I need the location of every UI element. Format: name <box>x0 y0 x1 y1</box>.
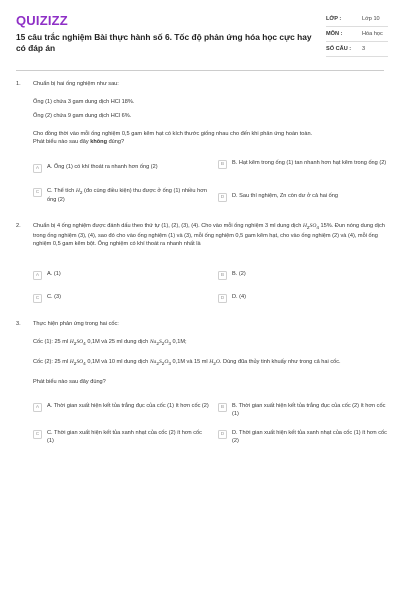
question-stem: Chuẩn bị hai ống nghiệm như sau: <box>33 81 119 87</box>
question-stem: Chuẩn bị 4 ống nghiệm được đánh dấu theo thứ tự (1), (2), (3), (4). Cho vào mỗi ống nghiệm 3 ml dung dịch $H_2SO_4$ 15%. Đun nóng dung dịch trong ống nghiệm (3), (4), sao đó cho vào ống nghiệm (1) và (3), mỗi ống nghiệm 0,5 gam kẽm hạt, cho vào ống nghiệm (2) và (4), mỗi ống nghiệm 0,5 gam kẽm bột. Ống nghiệm có khí thoát ra nhanh nhất là <box>33 223 385 248</box>
option-text: B. (2) <box>232 271 246 277</box>
option-letter-badge: A <box>33 164 42 173</box>
class-value: Lớp 10 <box>362 16 380 22</box>
option-b[interactable] <box>218 271 388 280</box>
option-letter-badge: C <box>33 430 42 439</box>
question-text-line: Ống (2) chứa 9 gam dung dịch HCl 6%. <box>33 113 132 119</box>
question-number: 2. <box>16 223 21 229</box>
option-letter-badge: D <box>218 430 227 439</box>
option-text: A. Thời gian xuất hiện kết tủa trắng đục của cốc (1) ít hơn cốc (2) <box>47 403 209 409</box>
option-letter-badge: B <box>218 403 227 412</box>
option-c[interactable] <box>33 188 209 204</box>
option-letter-badge: B <box>218 271 227 280</box>
option-text: C. (3) <box>47 294 61 300</box>
option-d[interactable] <box>218 430 388 445</box>
option-a[interactable] <box>33 164 209 173</box>
header-divider <box>16 70 384 71</box>
question-body <box>33 222 388 254</box>
option-a[interactable] <box>33 271 209 280</box>
option-text: D. Thời gian xuất hiện kết tủa xanh nhạt của cốc (1) ít hơn cốc (2) <box>232 430 387 444</box>
option-d[interactable] <box>218 294 388 303</box>
option-a[interactable] <box>33 403 209 412</box>
option-letter-badge: A <box>33 403 42 412</box>
option-d[interactable] <box>218 193 388 202</box>
option-b[interactable] <box>218 160 388 169</box>
question-ask: Phát biểu nào sau đây không đúng? <box>33 139 125 145</box>
subject-label: MÔN : <box>326 31 343 37</box>
meta-class-row <box>326 12 388 27</box>
question-body <box>33 320 388 392</box>
cup-2-description: Cốc (2): 25 ml $H_2SO_4$ 0,1M và 10 ml dung dịch $Na_2S_2O_3$ 0,1M và 15 ml $H_2O$. Dùng đũa thủy tinh khuấy như trong cả hai cốc. <box>33 359 341 367</box>
question-number: 1. <box>16 81 21 87</box>
option-letter-badge: A <box>33 271 42 280</box>
question-number: 3. <box>16 321 21 327</box>
quizizz-logo: QUIZIZZ <box>16 13 68 28</box>
page-title: 15 câu trắc nghiệm Bài thực hành số 6. Tốc độ phản ứng hóa học cực hay có đáp án <box>16 32 312 53</box>
subject-value: Hóa học <box>362 31 383 37</box>
question-ask: Phát biểu nào sau đây đúng? <box>33 379 106 386</box>
question-text-line: Cho đồng thời vào mỗi ống nghiệm 0,5 gam kẽm hạt có kích thước giống nhau cho đến khi phản ứng hoàn toàn. <box>33 131 313 137</box>
question-text-line: Ống (1) chứa 3 gam dung dịch HCl 18%. <box>33 99 135 105</box>
option-letter-badge: D <box>218 294 227 303</box>
option-text: C. Thời gian xuất hiện kết tủa xanh nhạt của cốc (2) ít hơn cốc (1) <box>47 430 202 444</box>
option-text: D. (4) <box>232 294 246 300</box>
class-label: LỚP : <box>326 16 342 22</box>
option-letter-badge: C <box>33 294 42 303</box>
question-stem: Thực hiện phản ứng trong hai cốc: <box>33 321 119 327</box>
question-count-label: SỐ CÂU : <box>326 46 352 52</box>
meta-subject-row <box>326 27 388 42</box>
meta-panel <box>326 12 388 57</box>
cup-1-description: Cốc (1): 25 ml $H_2SO_4$ 0,1M và 25 ml dung dịch $Na_2S_2O_3$ 0,1M; <box>33 339 187 347</box>
option-text: A. (1) <box>47 271 61 277</box>
option-b[interactable] <box>218 403 388 418</box>
meta-count-row <box>326 42 388 57</box>
option-text: D. Sau thí nghiệm, Zn còn dư ở cả hai ống <box>232 193 338 199</box>
option-text: A. Ống (1) có khí thoát ra nhanh hơn ống (2) <box>47 164 158 170</box>
question-body <box>33 80 388 152</box>
option-c[interactable] <box>33 430 209 445</box>
option-letter-badge: B <box>218 160 227 169</box>
option-c[interactable] <box>33 294 209 303</box>
option-text: B. Thời gian xuất hiện kết tủa trắng đục của cốc (2) ít hơn cốc (1) <box>232 403 386 417</box>
option-letter-badge: D <box>218 193 227 202</box>
option-text: B. Hạt kẽm trong ống (1) tan nhanh hơn hạt kẽm trong ống (2) <box>232 160 387 166</box>
option-text: C. Thể tích $H_2$ (đo cùng điều kiện) thu được ở ống (1) nhiều hơn ống (2) <box>47 188 207 203</box>
question-count-value: 3 <box>362 46 366 52</box>
option-letter-badge: C <box>33 188 42 197</box>
